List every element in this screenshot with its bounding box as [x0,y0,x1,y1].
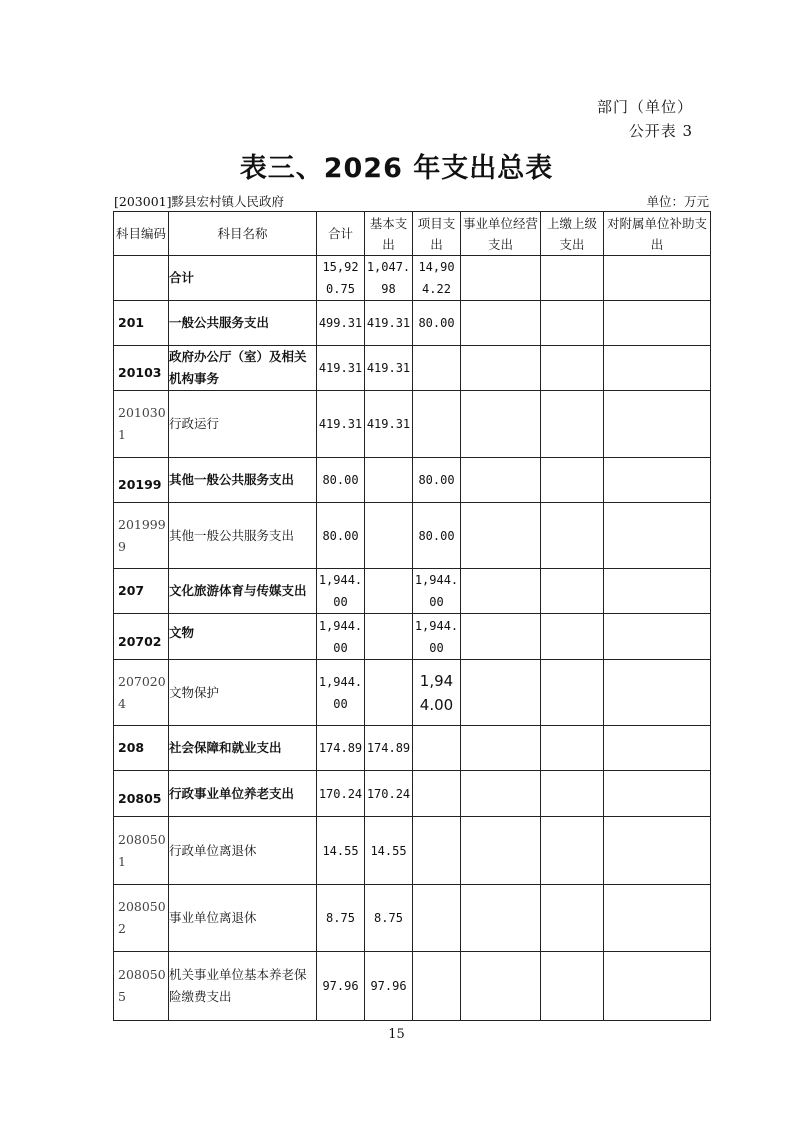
cell-code: 20199 [114,458,169,503]
cell-project [413,817,461,885]
col-header-upper: 上缴上级支出 [541,212,604,256]
cell-code: 2080505 [114,952,169,1021]
cell-total: 15,920.75 [317,256,365,301]
cell-name: 政府办公厅（室）及相关机构事务 [169,346,317,391]
cell-name: 行政单位离退休 [169,817,317,885]
cell-name: 一般公共服务支出 [169,301,317,346]
cell-total: 499.31 [317,301,365,346]
cell-basic: 14.55 [365,817,413,885]
cell-code: 201 [114,301,169,346]
cell-total: 8.75 [317,885,365,952]
table-row [114,660,711,726]
cell-basic: 170.24 [365,771,413,817]
cell-basic: 97.96 [365,952,413,1021]
cell-basic: 419.31 [365,301,413,346]
table-row [114,346,711,391]
cell-code [114,256,169,301]
cell-business [461,391,541,458]
cell-basic [365,569,413,614]
cell-project [413,885,461,952]
cell-business [461,346,541,391]
cell-total: 174.89 [317,726,365,771]
cell-project [413,952,461,1021]
cell-project: 80.00 [413,301,461,346]
cell-subsidy [604,726,711,771]
table-row [114,391,711,458]
cell-project [413,391,461,458]
cell-subsidy [604,771,711,817]
cell-basic: 419.31 [365,346,413,391]
cell-subsidy [604,817,711,885]
cell-basic: 1,047.98 [365,256,413,301]
cell-upper [541,660,604,726]
cell-project [413,726,461,771]
page-number: 15 [388,1027,405,1042]
cell-total: 419.31 [317,391,365,458]
col-header-total: 合计 [317,212,365,256]
cell-project [413,771,461,817]
cell-business [461,817,541,885]
cell-basic [365,458,413,503]
col-header-business: 事业单位经营支出 [461,212,541,256]
table-row [114,771,711,817]
cell-name [169,256,317,301]
table-row [114,817,711,885]
cell-code: 2010301 [114,391,169,458]
cell-upper [541,256,604,301]
cell-upper [541,771,604,817]
cell-business [461,952,541,1021]
cell-code: 207 [114,569,169,614]
unit-label: 单位：万元 [646,194,709,209]
cell-name: 文物 [169,614,317,660]
cell-name: 其他一般公共服务支出 [169,503,317,569]
department-label: 部门（单位） [596,98,693,116]
cell-code: 2080501 [114,817,169,885]
cell-name: 行政运行 [169,391,317,458]
page-title: 表三、2026 年支出总表 [239,153,554,184]
table-row [114,256,711,301]
cell-business [461,256,541,301]
cell-subsidy [604,256,711,301]
table-row [114,952,711,1021]
cell-basic [365,660,413,726]
cell-project: 80.00 [413,503,461,569]
cell-business [461,771,541,817]
table-row [114,458,711,503]
cell-subsidy [604,346,711,391]
cell-total: 1,944.00 [317,660,365,726]
cell-total: 97.96 [317,952,365,1021]
cell-business [461,726,541,771]
cell-business [461,885,541,952]
cell-business [461,569,541,614]
cell-name: 机关事业单位基本养老保险缴费支出 [169,952,317,1021]
cell-total: 1,944.00 [317,569,365,614]
table-header-row [114,212,711,256]
cell-subsidy [604,614,711,660]
table-row [114,885,711,952]
cell-subsidy [604,391,711,458]
cell-upper [541,391,604,458]
cell-basic [365,503,413,569]
cell-subsidy [604,458,711,503]
cell-total: 419.31 [317,346,365,391]
cell-business [461,458,541,503]
cell-code: 2019999 [114,503,169,569]
table-row [114,301,711,346]
cell-business [461,660,541,726]
cell-subsidy [604,301,711,346]
cell-name: 其他一般公共服务支出 [169,458,317,503]
table-row [114,726,711,771]
cell-business [461,614,541,660]
cell-name: 文化旅游体育与传媒支出 [169,569,317,614]
cell-total: 80.00 [317,503,365,569]
cell-project: 80.00 [413,458,461,503]
table-row [114,569,711,614]
cell-name-text: 合计 [169,270,195,285]
cell-upper [541,503,604,569]
cell-total: 80.00 [317,458,365,503]
cell-code: 208 [114,726,169,771]
cell-basic: 8.75 [365,885,413,952]
cell-project: 14,904.22 [413,256,461,301]
cell-upper [541,817,604,885]
cell-subsidy [604,885,711,952]
cell-name: 事业单位离退休 [169,885,317,952]
cell-basic: 419.31 [365,391,413,458]
cell-subsidy [604,952,711,1021]
cell-upper [541,885,604,952]
cell-upper [541,301,604,346]
cell-upper [541,458,604,503]
cell-project: 1,944.00 [413,660,461,726]
cell-subsidy [604,569,711,614]
cell-project: 1,944.00 [413,569,461,614]
col-header-subsidy: 对附属单位补助支出 [604,212,711,256]
cell-code: 2080502 [114,885,169,952]
cell-total: 14.55 [317,817,365,885]
cell-code: 20702 [114,614,169,660]
cell-project: 1,944.00 [413,614,461,660]
cell-total: 1,944.00 [317,614,365,660]
cell-subsidy [604,503,711,569]
col-header-name: 科目名称 [169,212,317,256]
col-header-basic: 基本支出 [365,212,413,256]
cell-name: 文物保护 [169,660,317,726]
cell-code: 2070204 [114,660,169,726]
cell-name: 社会保障和就业支出 [169,726,317,771]
cell-name: 行政事业单位养老支出 [169,771,317,817]
cell-upper [541,346,604,391]
cell-total: 170.24 [317,771,365,817]
cell-business [461,301,541,346]
cell-basic [365,614,413,660]
cell-upper [541,952,604,1021]
organization-label: [203001]黟县宏村镇人民政府 [114,194,284,209]
cell-subsidy [604,660,711,726]
public-table-number: 公开表 3 [628,122,693,140]
col-header-code: 科目编码 [114,212,169,256]
col-header-project: 项目支出 [413,212,461,256]
expenditure-table [113,211,711,1021]
cell-code: 20805 [114,771,169,817]
cell-upper [541,614,604,660]
cell-business [461,503,541,569]
cell-project [413,346,461,391]
cell-code: 20103 [114,346,169,391]
table-row [114,614,711,660]
table-row [114,503,711,569]
cell-upper [541,726,604,771]
cell-basic: 174.89 [365,726,413,771]
cell-upper [541,569,604,614]
